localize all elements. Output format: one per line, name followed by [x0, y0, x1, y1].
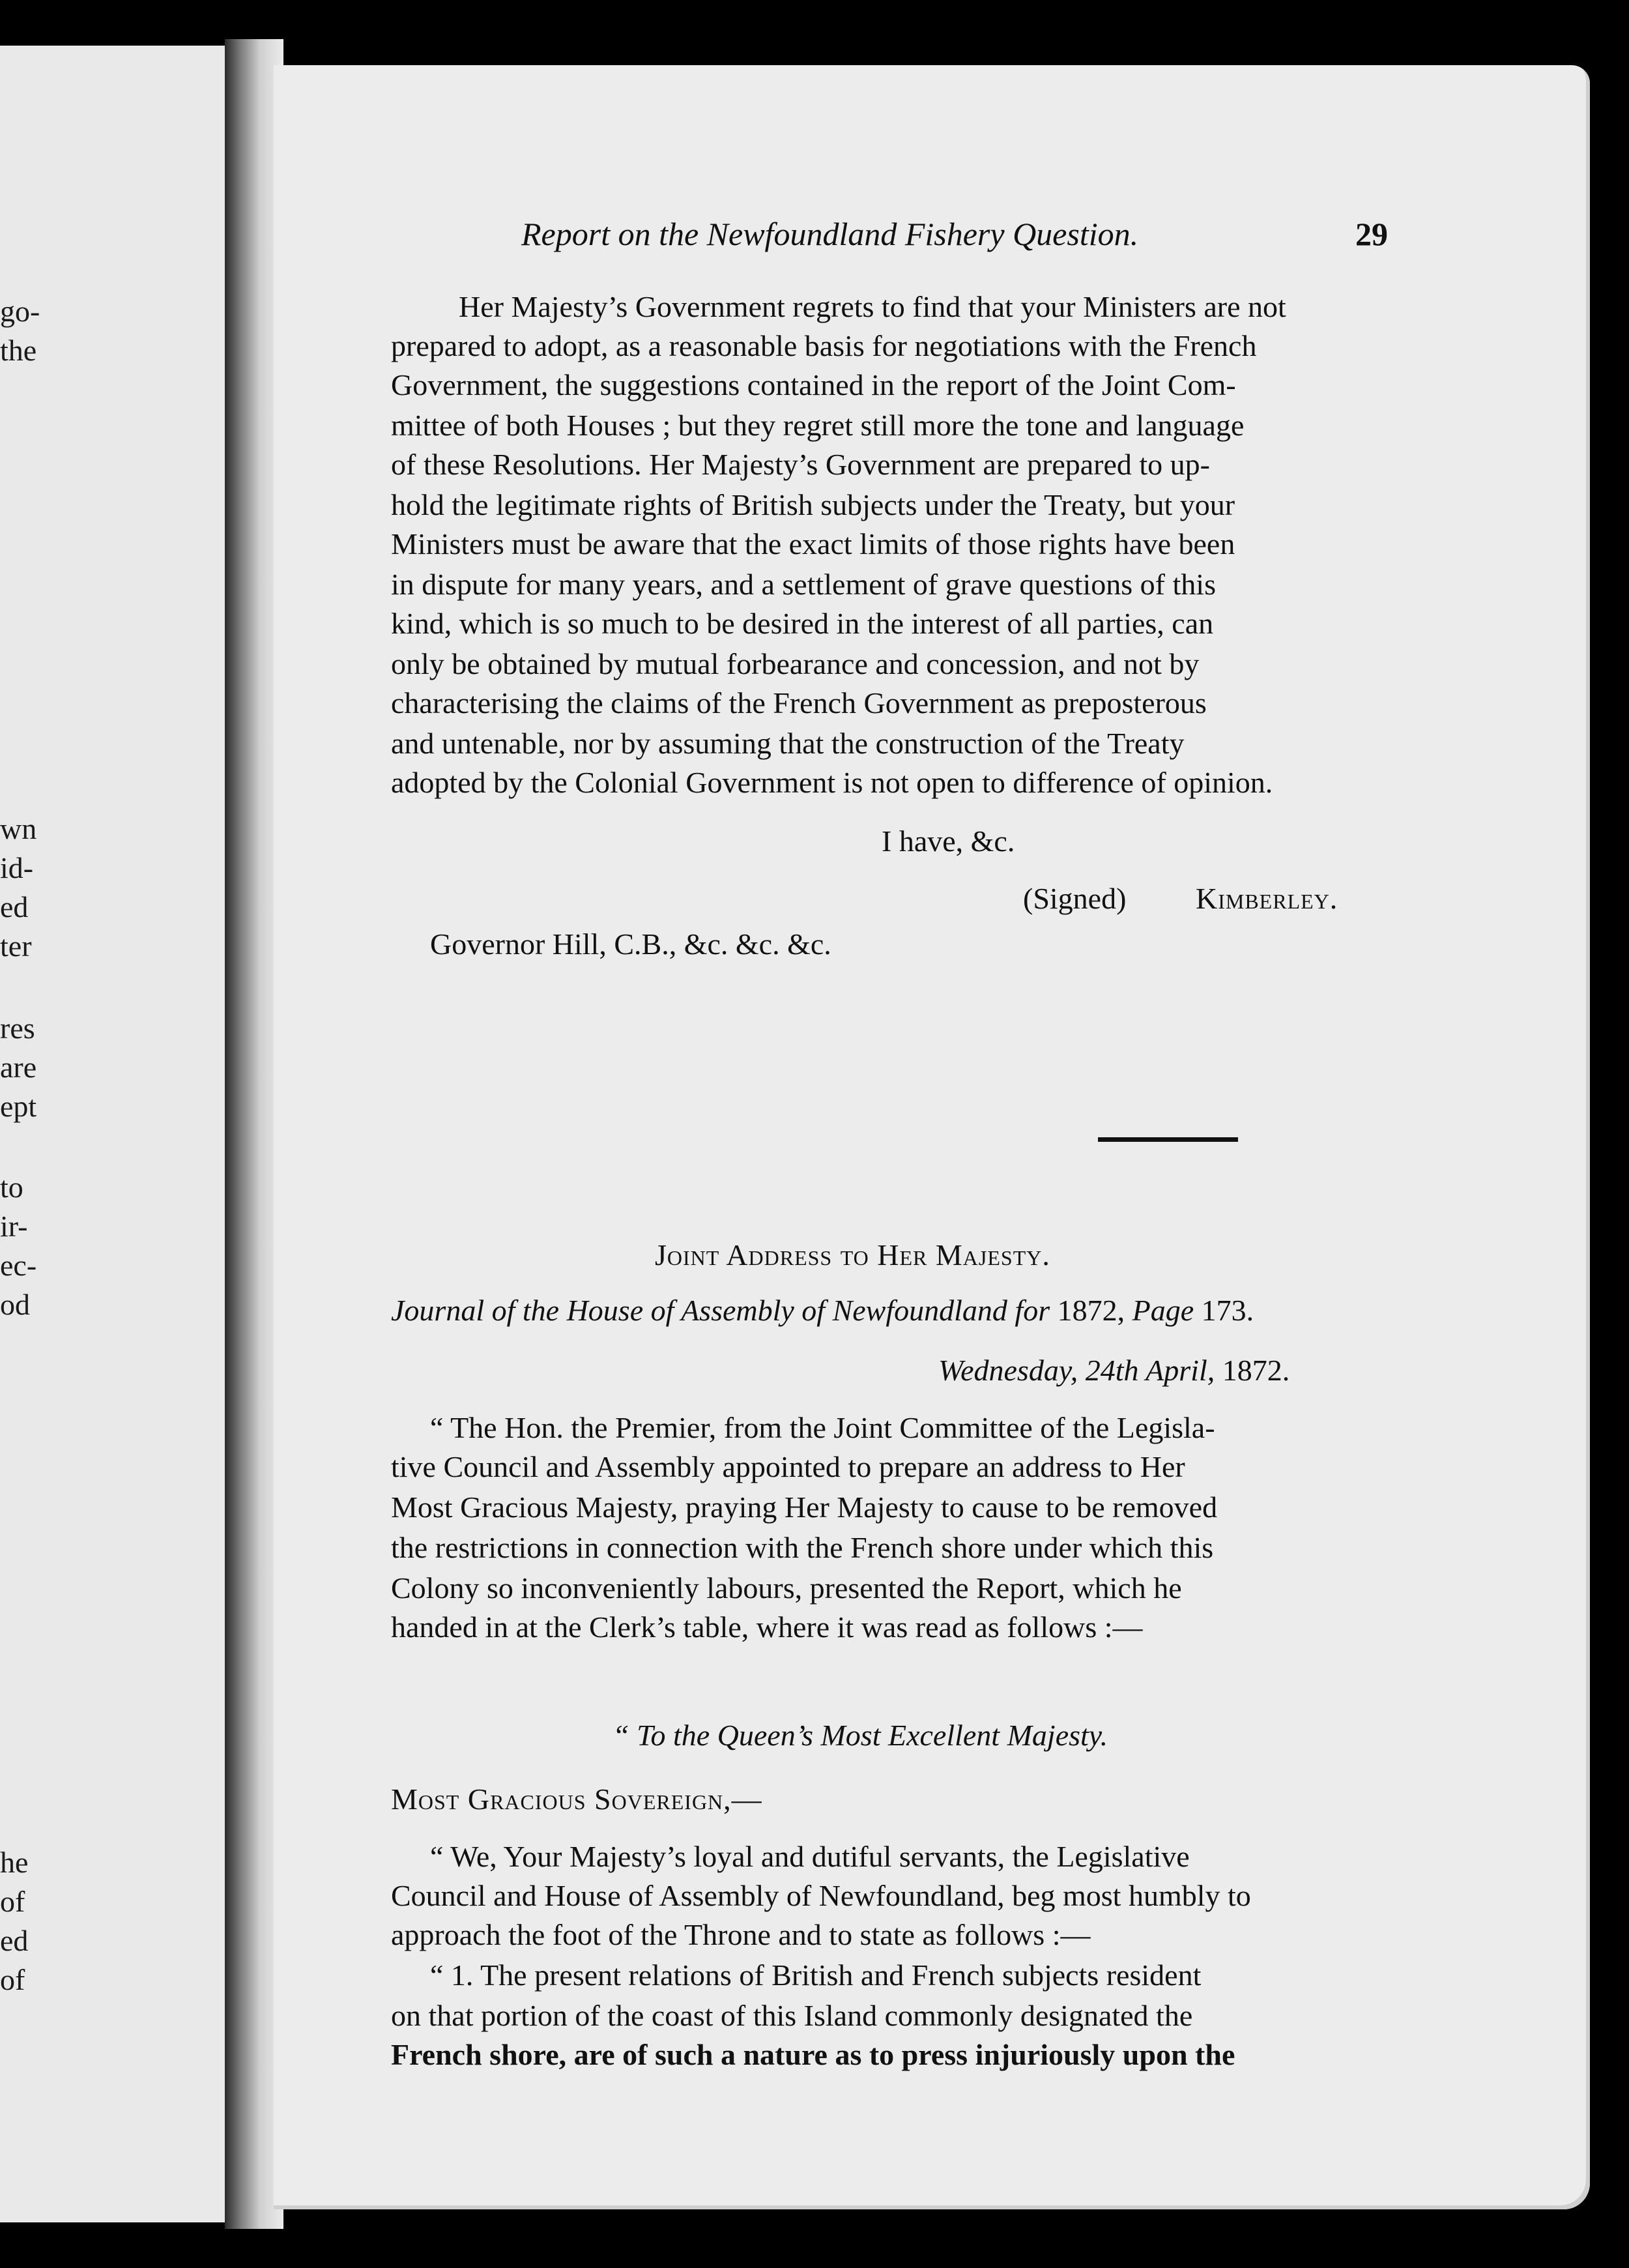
premier-line: “ The Hon. the Premier, from the Joint Committee of the Legisla-: [430, 1411, 1215, 1444]
address-line: “ 1. The present relations of British and French subjects resident: [430, 1958, 1202, 1992]
left-fragment: he: [0, 1846, 29, 1879]
left-fragment: ter: [0, 929, 32, 963]
address-to-line: “ To the Queen’s Most Excellent Majesty.: [613, 1719, 1108, 1752]
letter-line: characterising the claims of the French Government as preposterous: [391, 686, 1207, 720]
left-fragment: wn: [0, 812, 37, 845]
letter-line: only be obtained by mutual forbearance and concession, and not by: [391, 647, 1200, 680]
left-fragment: id-: [0, 851, 34, 884]
left-fragment: ept: [0, 1090, 37, 1123]
letter-line: Government, the suggestions contained in the report of the Joint Com-: [391, 368, 1236, 401]
letter-line: Her Majesty’s Government regrets to find that your Ministers are not: [459, 290, 1286, 323]
letter-line: Ministers must be aware that the exact limits of those rights have been: [391, 527, 1235, 560]
premier-line: handed in at the Clerk’s table, where it was read as follows :—: [391, 1610, 1143, 1644]
left-fragment: ir-: [0, 1210, 28, 1243]
left-fragment: ed: [0, 890, 29, 923]
book-page: [274, 65, 1590, 2209]
left-fragment: the: [0, 334, 37, 367]
journal-date-year: 1872.: [1222, 1354, 1290, 1387]
closing-addressee: Governor Hill, C.B., &c. &c. &c.: [430, 927, 831, 961]
left-fragment: res: [0, 1011, 35, 1045]
left-fragment: are: [0, 1051, 37, 1084]
section-heading: Joint Address to Her Majesty.: [655, 1238, 1050, 1272]
closing-i-have: I have, &c.: [882, 824, 1015, 858]
letter-line: prepared to adopt, as a reasonable basis for negotiations with the French: [391, 329, 1257, 362]
left-fragment: ed: [0, 1924, 29, 1957]
journal-reference-year: 1872,: [1057, 1294, 1125, 1327]
previous-page-edge: [0, 46, 229, 2222]
running-head-title: Report on the Newfoundland Fishery Question.: [521, 216, 1139, 252]
closing-signed: (Signed): [1023, 882, 1127, 915]
journal-reference-page-label: Page: [1132, 1294, 1194, 1327]
address-line: on that portion of the coast of this Island commonly designated the: [391, 1999, 1193, 2032]
letter-line: and untenable, nor by assuming that the construction of the Treaty: [391, 727, 1185, 760]
section-divider-rule: [1098, 1137, 1238, 1142]
left-fragment: of: [0, 1885, 25, 1918]
premier-line: Most Gracious Majesty, praying Her Majesty to cause to be removed: [391, 1490, 1218, 1524]
premier-line: tive Council and Assembly appointed to prepare an address to Her: [391, 1450, 1185, 1483]
journal-reference-page-number: 173.: [1201, 1294, 1254, 1327]
letter-line: in dispute for many years, and a settlement of grave questions of this: [391, 568, 1216, 601]
journal-date-day: Wednesday, 24th April,: [938, 1354, 1215, 1387]
address-line: approach the foot of the Throne and to state as follows :—: [391, 1918, 1091, 1951]
letter-line: of these Resolutions. Her Majesty’s Government are prepared to up-: [391, 448, 1210, 481]
journal-reference-title: Journal of the House of Assembly of Newfoundland for: [391, 1294, 1050, 1327]
letter-line: hold the legitimate rights of British subjects under the Treaty, but your: [391, 488, 1235, 521]
left-fragment: go-: [0, 295, 40, 328]
address-line: Council and House of Assembly of Newfoundland, beg most humbly to: [391, 1879, 1251, 1912]
left-fragment: to: [0, 1170, 23, 1204]
journal-date: [938, 1350, 1290, 1391]
letter-line: adopted by the Colonial Government is not open to difference of opinion.: [391, 766, 1273, 799]
premier-line: Colony so inconveniently labours, presented the Report, which he: [391, 1571, 1182, 1605]
letter-line: kind, which is so much to be desired in the interest of all parties, can: [391, 607, 1214, 640]
page-number: 29: [1355, 216, 1388, 252]
left-fragment: of: [0, 1963, 25, 1996]
letter-line: mittee of both Houses ; but they regret still more the tone and language: [391, 409, 1245, 442]
address-line: “ We, Your Majesty’s loyal and dutiful servants, the Legislative: [430, 1840, 1190, 1873]
journal-reference: [391, 1290, 1254, 1331]
closing-signature: Kimberley.: [1196, 882, 1338, 915]
left-fragment: od: [0, 1288, 30, 1321]
left-fragment: ec-: [0, 1249, 37, 1282]
address-salutation: Most Gracious Sovereign,—: [391, 1782, 762, 1816]
premier-line: the restrictions in connection with the French shore under which this: [391, 1531, 1214, 1564]
address-line: French shore, are of such a nature as to press injuriously upon the: [391, 2038, 1235, 2071]
